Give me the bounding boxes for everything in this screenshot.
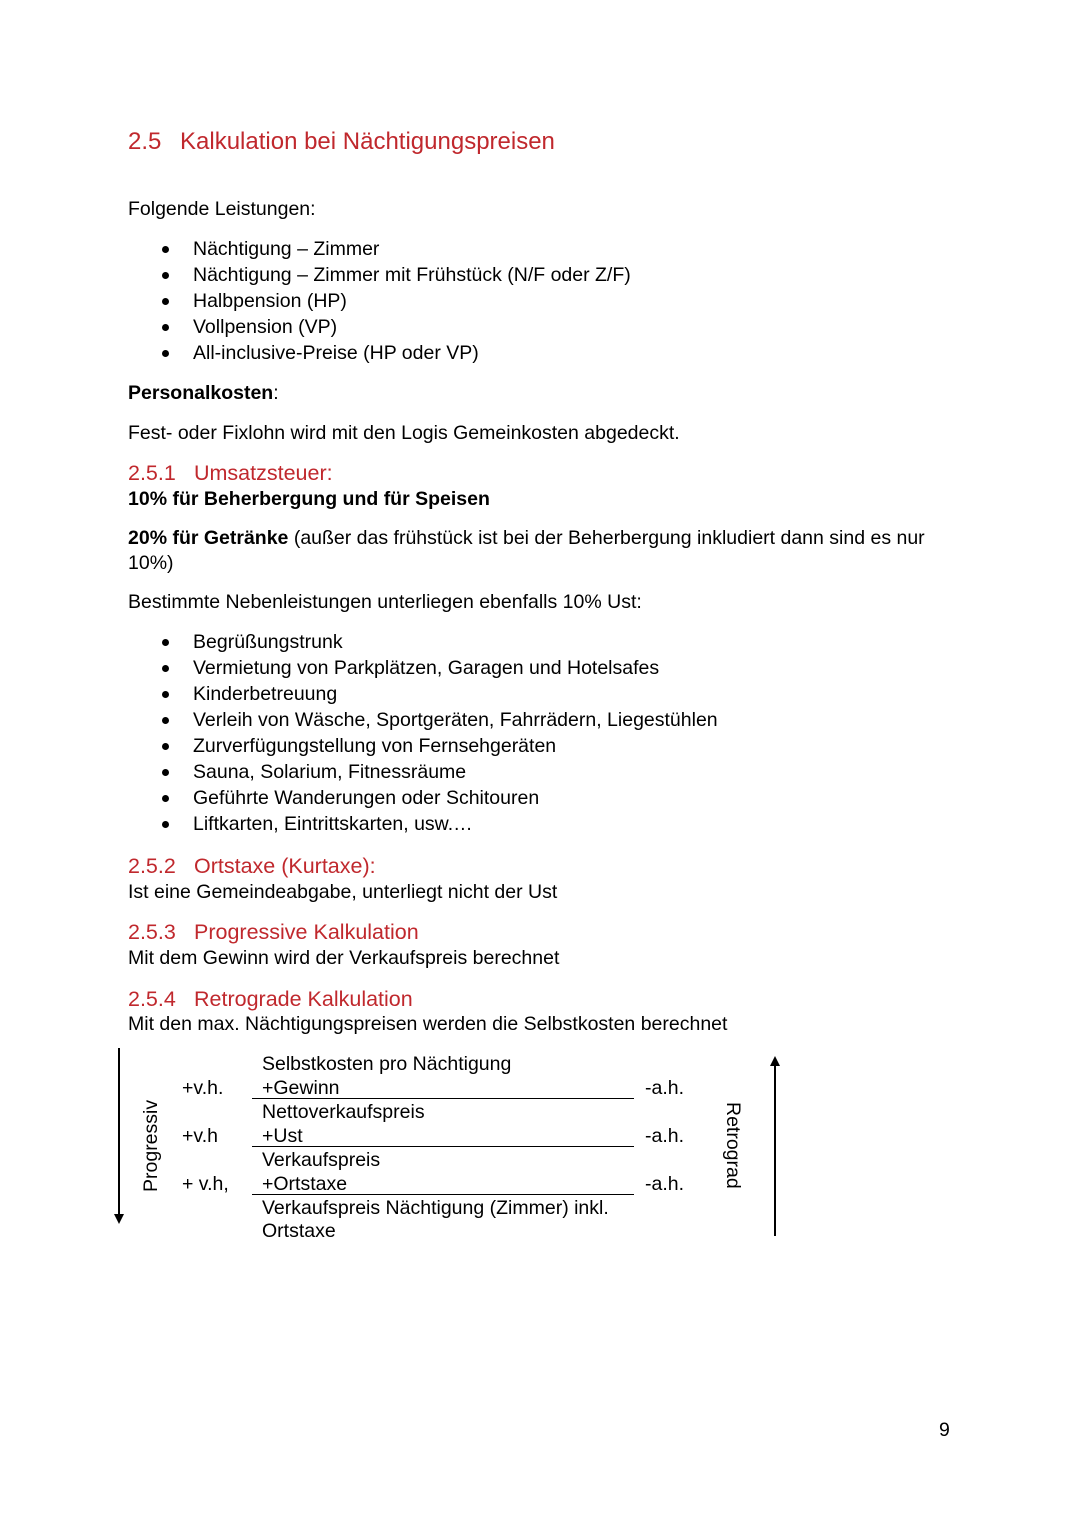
retrograde-number: 2.5.4 [128,987,176,1011]
arrow-down-icon [114,1214,124,1224]
scheme-right: -a.h. [645,1077,685,1099]
bullet-icon [162,350,169,357]
scheme-middle: +Ust [262,1125,303,1147]
vat-line-2-bold: 20% für Getränke [128,527,289,549]
bullet-icon [162,795,169,802]
vat-line-1: 10% für Beherbergung und für Speisen [128,488,490,510]
bullet-icon [162,246,169,253]
retrograde-title: Retrograde Kalkulation [194,987,413,1011]
scheme-middle: Nettoverkaufspreis [262,1101,425,1123]
bullet-icon [162,691,169,698]
scheme-middle: Verkaufspreis Nächtigung (Zimmer) inkl. [262,1197,609,1219]
scheme-left: + v.h, [182,1173,229,1195]
list-item: Halbpension (HP) [128,288,631,314]
progressive-label: Progressiv [140,1099,162,1192]
page-number: 9 [939,1419,950,1441]
local-tax-text: Ist eine Gemeindeabgabe, unterliegt nicht der Ust [128,881,558,903]
vat-side-intro: Bestimmte Nebenleistungen unterliegen ebenfalls 10% Ust: [128,591,642,613]
personnel-colon: : [273,382,279,404]
section-number: 2.5 [128,128,162,155]
scheme-middle: +Ortstaxe [262,1173,348,1195]
list-item: Verleih von Wäsche, Sportgeräten, Fahrrädern, Liegestühlen [128,707,718,733]
retrograde-heading [128,987,413,1012]
list-item: Geführte Wanderungen oder Schitouren [128,785,718,811]
progressive-heading [128,920,419,945]
services-intro: Folgende Leistungen: [128,198,316,220]
bullet-icon [162,769,169,776]
personnel-text: Fest- oder Fixlohn wird mit den Logis Gemeinkosten abgedeckt. [128,422,680,444]
bullet-icon [162,272,169,279]
bullet-icon [162,324,169,331]
section-heading [128,128,555,156]
bullet-icon [162,665,169,672]
scheme-rule [252,1146,634,1147]
list-item: Vermietung von Parkplätzen, Garagen und Hotelsafes [128,655,718,681]
retrograde-arrow-line [774,1066,776,1236]
personnel-heading [128,382,279,405]
scheme-left: +v.h. [182,1077,224,1099]
scheme-left: +v.h [182,1125,218,1147]
bullet-icon [162,717,169,724]
list-item: Begrüßungstrunk [128,629,718,655]
vat-line-2-cont: 10%) [128,552,174,574]
scheme-middle: Verkaufspreis [262,1149,381,1171]
local-tax-heading [128,854,376,879]
scheme-right: -a.h. [645,1125,685,1147]
bullet-icon [162,298,169,305]
vat-line-2 [128,527,925,550]
scheme-right: -a.h. [645,1173,685,1195]
bullet-icon [162,639,169,646]
progressive-title: Progressive Kalkulation [194,920,419,944]
local-tax-number: 2.5.2 [128,854,176,878]
vat-line-2-rest: (außer das frühstück ist bei der Beherbergung inkludiert dann sind es nur [288,527,925,549]
bullet-icon [162,821,169,828]
list-item: Zurverfügungstellung von Fernsehgeräten [128,733,718,759]
vat-number: 2.5.1 [128,461,176,485]
list-item: Kinderbetreuung [128,681,718,707]
progressive-arrow-line [118,1048,120,1216]
scheme-rule [252,1098,634,1099]
vat-title: Umsatzsteuer: [194,461,333,485]
progressive-number: 2.5.3 [128,920,176,944]
local-tax-title: Ortstaxe (Kurtaxe): [194,854,376,878]
list-item: Liftkarten, Eintrittskarten, usw.… [128,811,718,837]
list-item: Nächtigung – Zimmer [128,236,631,262]
list-item: All-inclusive-Preise (HP oder VP) [128,340,631,366]
vat-heading [128,461,333,486]
scheme-rule [252,1194,634,1195]
scheme-middle: Selbstkosten pro Nächtigung [262,1053,512,1075]
progressive-text: Mit dem Gewinn wird der Verkaufspreis berechnet [128,947,560,969]
bullet-icon [162,743,169,750]
scheme-middle: Ortstaxe [262,1220,336,1242]
personnel-label: Personalkosten [128,382,274,404]
retrograde-label: Retrograd [722,1102,744,1189]
scheme-middle: +Gewinn [262,1077,340,1099]
vat-side-list [128,629,718,837]
list-item: Nächtigung – Zimmer mit Frühstück (N/F oder Z/F) [128,262,631,288]
arrow-up-icon [770,1056,780,1066]
list-item: Vollpension (VP) [128,314,631,340]
services-list [128,236,631,366]
retrograde-text: Mit den max. Nächtigungspreisen werden die Selbstkosten berechnet [128,1013,728,1035]
section-title: Kalkulation bei Nächtigungspreisen [180,128,555,155]
list-item: Sauna, Solarium, Fitnessräume [128,759,718,785]
